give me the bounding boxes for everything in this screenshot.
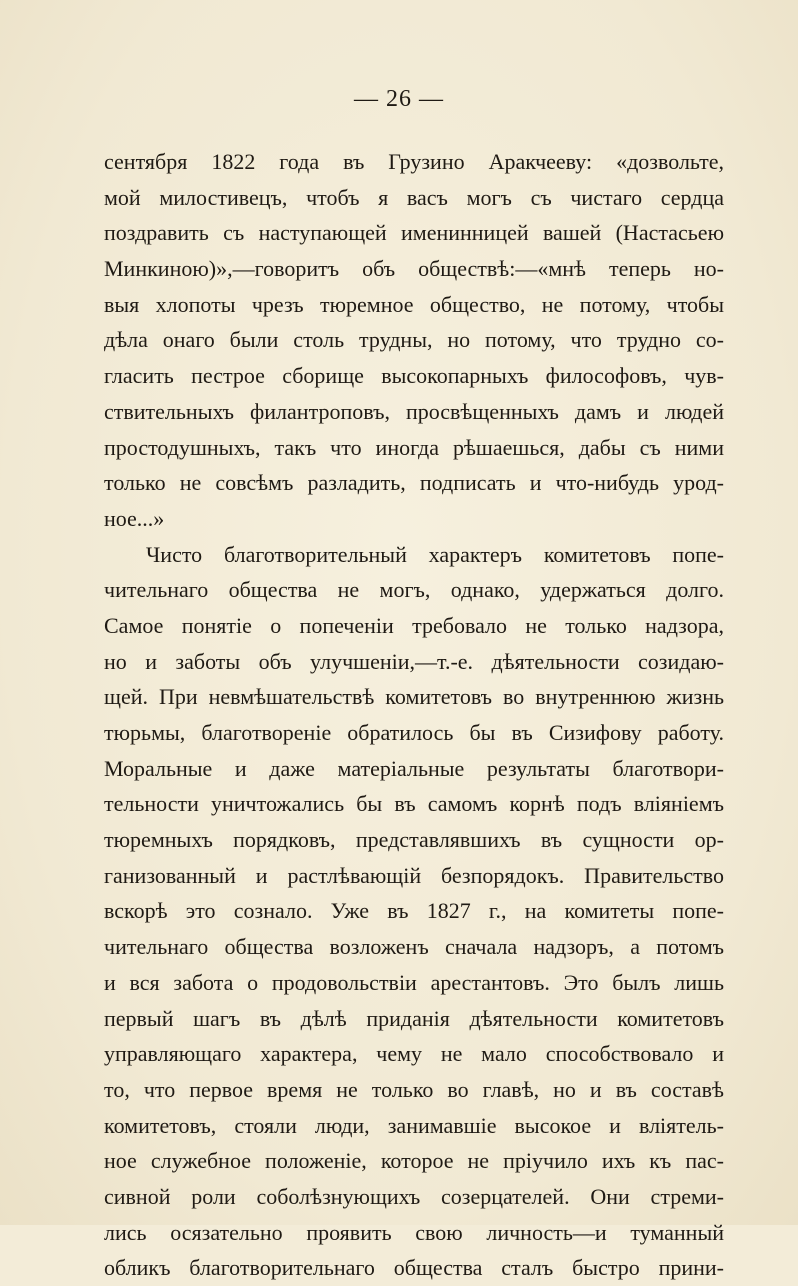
text-line: дѣла онаго были столь трудны, но потому, что трудно со- [104, 327, 724, 353]
text-line: только не совсѣмъ разладить, подписать и что-нибудь урод- [104, 470, 724, 496]
text-line: простодушныхъ, такъ что иногда рѣшаешься, дабы съ ними [104, 434, 724, 460]
text-line: Самое понятіе о попеченіи требовало не только надзора, [104, 612, 724, 638]
text-line: ное...» [104, 505, 165, 531]
text-line: вскорѣ это сознало. Уже въ 1827 г., на комитеты попе- [104, 898, 724, 924]
text-line: ное служебное положеніе, которое не пріучило ихъ къ пас- [104, 1148, 724, 1174]
text-line: выя хлопоты чрезъ тюремное общество, не потому, чтобы [104, 291, 724, 317]
text-line: сивной роли соболѣзнующихъ созерцателей. Они стреми- [104, 1183, 724, 1209]
text-line: тюрьмы, благотвореніе обратилось бы въ Сизифову работу. [104, 720, 724, 745]
text-line: то, что первое время не только во главѣ, но и въ составѣ [104, 1076, 724, 1102]
text-line: комитетовъ, стояли люди, занимавшіе высокое и вліятель- [104, 1112, 724, 1138]
text-line: обликъ благотворительнаго общества сталъ быстро прини- [104, 1255, 724, 1281]
text-line: первый шагъ въ дѣлѣ приданія дѣятельности комитетовъ [104, 1005, 724, 1031]
text-line: управляющаго характера, чему не мало способствовало и [104, 1041, 724, 1067]
text-line: ганизованный и растлѣвающій безпорядокъ. Правительство [104, 862, 724, 888]
text-line: Моральные и даже матеріальные результаты благотвори- [104, 755, 724, 781]
text-line: гласить пестрое сборище высокопарныхъ философовъ, чув- [104, 363, 724, 389]
text-line: и вся забота о продовольствіи арестантовъ. Это былъ лишь [104, 969, 724, 995]
text-line: тюремныхъ порядковъ, представлявшихъ въ сущности ор- [104, 827, 724, 853]
text-line: чительнаго общества не могъ, однако, удержаться долго. [104, 577, 724, 603]
page-number: — 26 — [354, 86, 444, 112]
text-line: поздравить съ наступающей именинницей вашей (Настасьею [104, 220, 724, 246]
page-text [104, 144, 724, 1286]
text-line: щей. При невмѣшательствѣ комитетовъ во внутреннюю жизнь [104, 684, 724, 710]
text-line: мой милостивецъ, чтобъ я васъ могъ съ чистаго сердца [104, 184, 724, 210]
text-line: тельности уничтожались бы въ самомъ корнѣ подъ вліяніемъ [104, 791, 724, 817]
paragraph-first-line: Чисто благотворительный характеръ комитетовъ попе- [146, 541, 724, 567]
text-line: но и заботы объ улучшеніи,—т.-е. дѣятельности созидаю- [104, 648, 724, 674]
text-line: чительнаго общества возложенъ сначала надзоръ, а потомъ [104, 934, 724, 960]
text-line: лись осязательно проявить свою личность—и туманный [104, 1219, 724, 1245]
text-line: ствительныхъ филантроповъ, просвѣщенныхъ дамъ и людей [104, 398, 724, 424]
text-line: сентября 1822 года въ Грузино Аракчееву: «дозвольте, [104, 149, 724, 174]
text-line: Минкиною)»,—говоритъ объ обществѣ:—«мнѣ теперь но- [104, 256, 724, 282]
